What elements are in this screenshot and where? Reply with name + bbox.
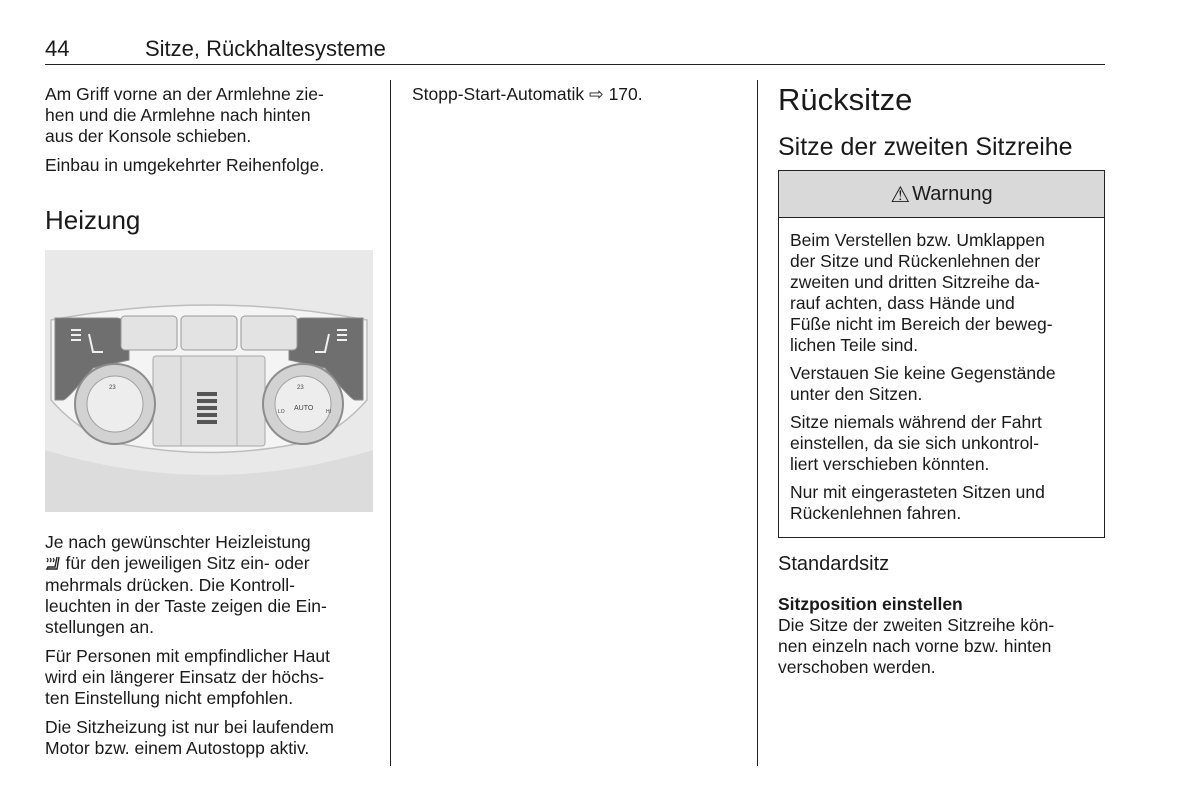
seat-heating-icon [45,556,65,573]
paragraph-reassembly: Einbau in umgekehrter Reihenfolge. [45,155,325,175]
column-divider-2 [757,80,758,766]
warning-label: Warnung [912,182,993,205]
warning-triangle-icon: ⚠ [890,181,911,207]
heading-heizung: Heizung [45,205,141,235]
warning-body [779,218,1104,537]
heading-ruecksitze: Rücksitze [778,82,913,117]
column-2 [412,84,732,113]
illus-label-auto: AUTO [294,405,314,412]
column-3 [778,82,1106,686]
paragraph-heat-level: Je nach gewünschter Heizleistung für den jeweiligen Sitz ein- oder mehrmals drücken. Die Kontroll- leuchten in der Taste zeigen die Ein- stellungen an. [45,532,327,637]
page-reference-arrow-icon: ⇨ [589,84,604,104]
climate-panel-graphic [45,250,373,512]
warning-paragraph-4: Nur mit eingerasteten Sitzen und Rückenlehnen fahren. [790,482,1045,523]
illus-label-left-knob: 23 [109,385,116,391]
warning-paragraph-3: Sitze niemals während der Fahrt einstellen, da sie sich unkontrol- liert verschieben könnten. [790,412,1042,474]
page-reference[interactable]: 170. [608,84,643,104]
heading-second-row: Sitze der zweiten Sitzreihe [778,133,1073,161]
illus-label-right-knob: 23 [297,385,304,391]
paragraph-stop-start: Stopp-Start-Automatik ⇨ 170. [412,84,643,104]
heading-sitzposition: Sitzposition einstellen [778,594,963,614]
illus-label-hi: HI [326,409,331,415]
column-divider-1 [390,80,391,766]
page-header [45,34,1105,65]
illus-label-lo: LO [278,409,285,415]
paragraph-armrest: Am Griff vorne an der Armlehne zie- hen und die Armlehne nach hinten aus der Konsole schieben. [45,84,324,146]
warning-paragraph-1: Beim Verstellen bzw. Umklappen der Sitze und Rückenlehnen der zweiten und dritten Sitzreihe da- rauf achten, dass Hände und Füße nicht im Bereich der beweg- lichen Teile sind. [790,230,1053,355]
page-number: 44 [45,36,70,61]
section-title: Sitze, Rückhaltesysteme [145,36,386,61]
heading-standardsitz: Standardsitz [778,553,890,575]
paragraph-sensitive-skin: Für Personen mit empfindlicher Haut wird ein längerer Einsatz der höchs- ten Einstellung nicht empfohlen. [45,646,330,708]
climate-control-illustration [45,250,373,512]
paragraph-seat-position: Die Sitze der zweiten Sitzreihe kön- nen einzeln nach vorne bzw. hinten verschoben werden. [778,615,1055,677]
warning-box [778,170,1105,538]
column-1 [45,84,375,767]
warning-paragraph-2: Verstauen Sie keine Gegenstände unter den Sitzen. [790,363,1056,404]
warning-header [779,171,1104,218]
paragraph-engine-running: Die Sitzheizung ist nur bei laufendem Motor bzw. einem Autostopp aktiv. [45,717,334,758]
